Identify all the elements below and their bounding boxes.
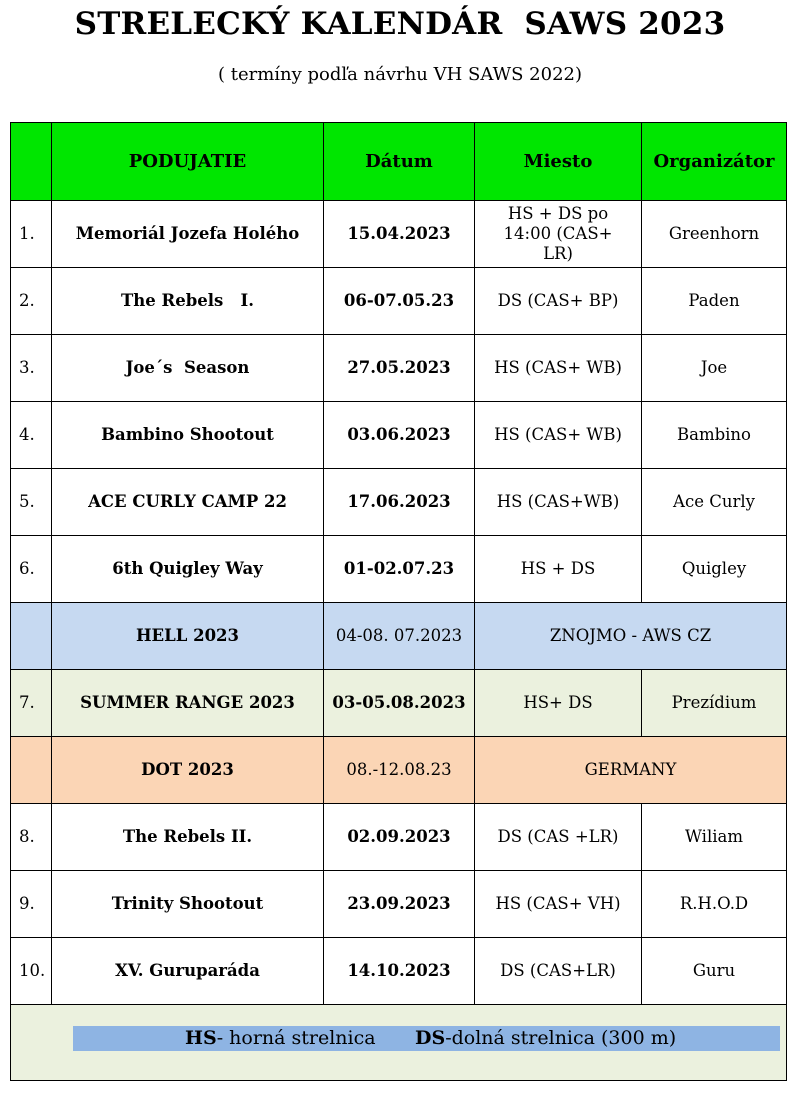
row-date: 08.-12.08.23 xyxy=(324,737,475,804)
table-header-row xyxy=(11,123,787,201)
table-row xyxy=(11,536,787,603)
row-date: 02.09.2023 xyxy=(324,804,475,871)
row-number xyxy=(11,737,52,804)
legend-ds-abbr: DS xyxy=(415,1027,446,1049)
row-number xyxy=(11,603,52,670)
table-row xyxy=(11,335,787,402)
header-number xyxy=(11,123,52,201)
row-organizer: Guru xyxy=(642,938,787,1005)
row-place: HS (CAS+ WB) xyxy=(475,335,642,402)
legend-ds-text: -dolná strelnica (300 m) xyxy=(445,1027,677,1049)
row-place: DS (CAS+LR) xyxy=(475,938,642,1005)
row-event: XV. Guruparáda xyxy=(52,938,324,1005)
row-date: 06-07.05.23 xyxy=(324,268,475,335)
row-organizer: Quigley xyxy=(642,536,787,603)
row-date: 04-08. 07.2023 xyxy=(324,603,475,670)
row-number: 3. xyxy=(11,335,52,402)
row-date: 01-02.07.23 xyxy=(324,536,475,603)
row-event: SUMMER RANGE 2023 xyxy=(52,670,324,737)
row-place: HS (CAS+ VH) xyxy=(475,871,642,938)
table-row-summer xyxy=(11,670,787,737)
header-organizer: Organizátor xyxy=(642,123,787,201)
row-place: ZNOJMO - AWS CZ xyxy=(475,603,787,670)
row-event: The Rebels II. xyxy=(52,804,324,871)
row-date: 03.06.2023 xyxy=(324,402,475,469)
row-place: DS (CAS +LR) xyxy=(475,804,642,871)
row-number: 5. xyxy=(11,469,52,536)
row-event: HELL 2023 xyxy=(52,603,324,670)
header-date: Dátum xyxy=(324,123,475,201)
table-row xyxy=(11,201,787,268)
row-event: Joe´s Season xyxy=(52,335,324,402)
row-event: 6th Quigley Way xyxy=(52,536,324,603)
row-organizer: Ace Curly xyxy=(642,469,787,536)
table-row xyxy=(11,402,787,469)
row-place: HS + DS xyxy=(475,536,642,603)
row-date: 03-05.08.2023 xyxy=(324,670,475,737)
legend-ds xyxy=(415,1026,676,1051)
legend-bar xyxy=(73,1026,780,1051)
row-number: 4. xyxy=(11,402,52,469)
row-place: HS + DS po 14:00 (CAS+ LR) xyxy=(475,201,642,268)
header-place: Miesto xyxy=(475,123,642,201)
page-subtitle: ( termíny podľa návrhu VH SAWS 2022) xyxy=(217,64,583,85)
table-row-hell xyxy=(11,603,787,670)
row-place: GERMANY xyxy=(475,737,787,804)
row-organizer: Greenhorn xyxy=(642,201,787,268)
calendar-table xyxy=(10,122,787,1081)
table-row-dot xyxy=(11,737,787,804)
legend-cell xyxy=(11,1005,787,1081)
row-organizer: Bambino xyxy=(642,402,787,469)
table-row xyxy=(11,469,787,536)
row-organizer: Paden xyxy=(642,268,787,335)
legend-hs-abbr: HS xyxy=(185,1027,217,1049)
row-event: The Rebels I. xyxy=(52,268,324,335)
header-event: PODUJATIE xyxy=(52,123,324,201)
table-row xyxy=(11,871,787,938)
row-date: 17.06.2023 xyxy=(324,469,475,536)
row-event: ACE CURLY CAMP 22 xyxy=(52,469,324,536)
row-number: 6. xyxy=(11,536,52,603)
row-event: DOT 2023 xyxy=(52,737,324,804)
row-place: DS (CAS+ BP) xyxy=(475,268,642,335)
row-number: 9. xyxy=(11,871,52,938)
legend-hs-text: - horná strelnica xyxy=(216,1027,376,1049)
legend-row xyxy=(11,1005,787,1081)
row-organizer: R.H.O.D xyxy=(642,871,787,938)
legend-hs xyxy=(185,1026,376,1051)
row-organizer: Joe xyxy=(642,335,787,402)
row-place: HS (CAS+WB) xyxy=(475,469,642,536)
row-event: Trinity Shootout xyxy=(52,871,324,938)
table-row xyxy=(11,938,787,1005)
row-organizer: Wiliam xyxy=(642,804,787,871)
row-event: Bambino Shootout xyxy=(52,402,324,469)
row-date: 23.09.2023 xyxy=(324,871,475,938)
row-number: 10. xyxy=(11,938,52,1005)
page-title: STRELECKÝ KALENDÁR SAWS 2023 xyxy=(74,6,726,42)
row-number: 8. xyxy=(11,804,52,871)
row-date: 27.05.2023 xyxy=(324,335,475,402)
row-organizer: Prezídium xyxy=(642,670,787,737)
row-place: HS (CAS+ WB) xyxy=(475,402,642,469)
row-number: 7. xyxy=(11,670,52,737)
table-row xyxy=(11,804,787,871)
row-event: Memoriál Jozefa Holého xyxy=(52,201,324,268)
row-date: 14.10.2023 xyxy=(324,938,475,1005)
row-date: 15.04.2023 xyxy=(324,201,475,268)
row-number: 1. xyxy=(11,201,52,268)
row-number: 2. xyxy=(11,268,52,335)
table-row xyxy=(11,268,787,335)
row-place: HS+ DS xyxy=(475,670,642,737)
